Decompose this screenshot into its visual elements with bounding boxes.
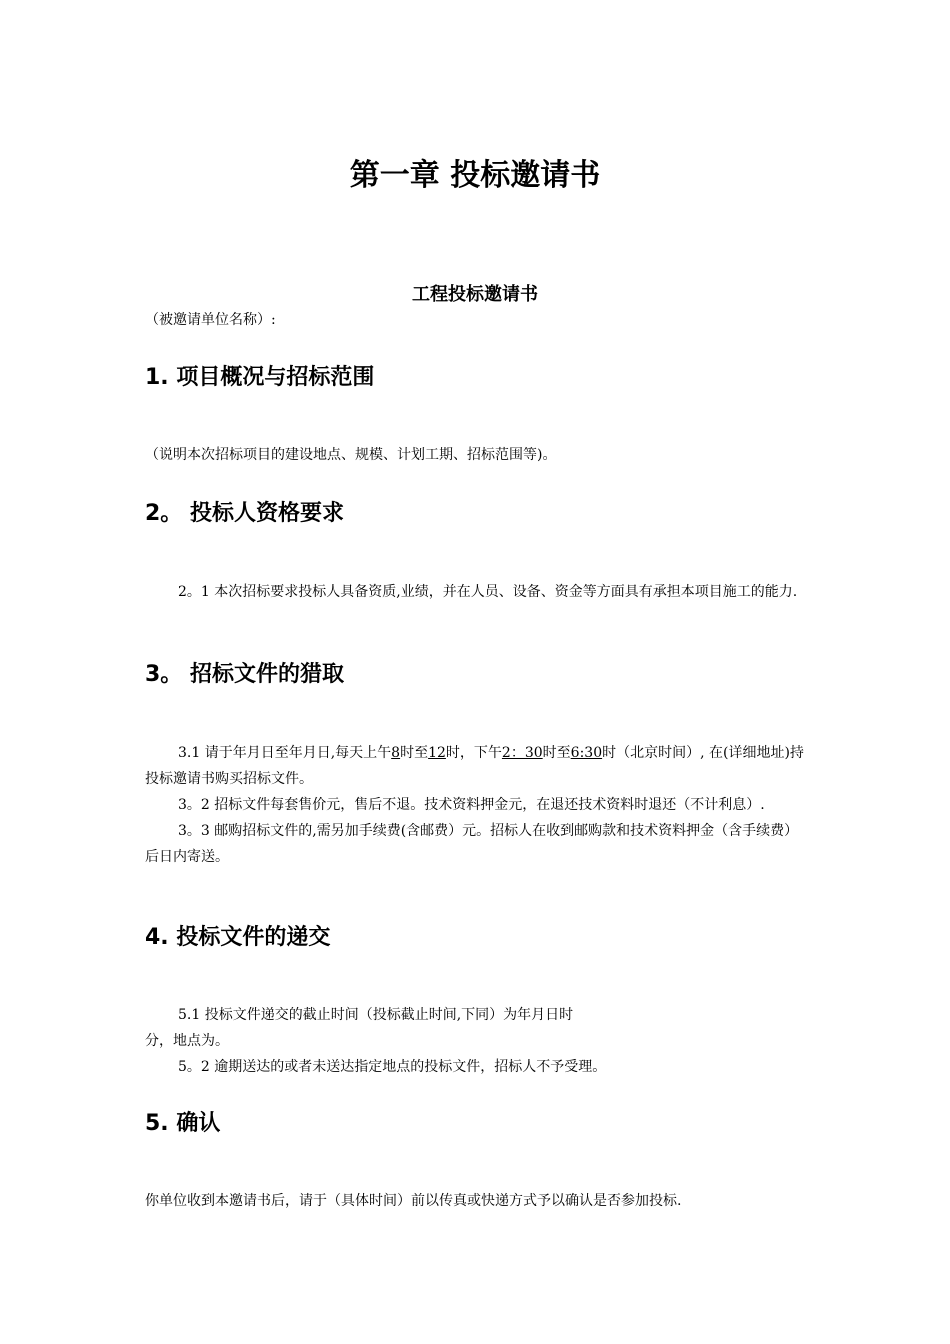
p31-text-post: 时（北京时间）, 在(详细地址)持投标邀请书购买招标文件。 [145, 745, 804, 787]
section-heading-qualification: 2。 投标人资格要求 [145, 501, 344, 526]
section-heading-confirmation: 5. 确认 [145, 1111, 221, 1136]
pm-end-time: 6:30 [570, 745, 603, 761]
paragraph-5-1-line1: 5.1 投标文件递交的截止时间（投标截止时间,下同）为年月日时 [178, 1007, 574, 1023]
paragraph-3-3: 3。3 邮购招标文件的,需另加手续费(含邮费）元。招标人在收到邮购款和技术资料押金（含手续费）后日内寄送。 [145, 823, 799, 865]
section-body-project-overview [145, 442, 810, 468]
section-body-qualification [145, 579, 810, 605]
paragraph-3-2: 3。2 招标文件每套售价元，售后不退。技术资料押金元，在退还技术资料时退还（不计利息）. [178, 797, 765, 813]
am-end-time: 12 [428, 745, 446, 761]
paragraph: 2。1 本次招标要求投标人具备资质,业绩，并在人员、设备、资金等方面具有承担本项目施工的能力. [178, 584, 798, 600]
chapter-title: 第一章 投标邀请书 [349, 158, 601, 193]
section-heading-tender-documents: 3。 招标文件的猎取 [145, 662, 344, 687]
document-title: 工程投标邀请书 [412, 284, 538, 305]
section-heading-project-overview: 1. 项目概况与招标范围 [145, 365, 375, 390]
section-body-submission [145, 1002, 810, 1080]
paragraph-5-2: 5。2 逾期送达的或者未送达指定地点的投标文件，招标人不予受理。 [178, 1059, 607, 1075]
section-body-confirmation [145, 1188, 810, 1214]
paragraph-3-1 [145, 740, 810, 792]
pm-start-time: 2：30 [501, 745, 543, 761]
invitee-line: （被邀请单位名称）: [145, 312, 276, 328]
section-body-tender-documents [145, 740, 810, 870]
p31-text-mid2: 时，下午 [445, 745, 502, 761]
paragraph: 你单位收到本邀请书后，请于（具体时间）前以传真或快递方式予以确认是否参加投标. [145, 1193, 682, 1209]
p31-text-mid3: 时至 [542, 745, 571, 761]
p31-text-pre: 3.1 请于年月日至年月日,每天上午 [178, 745, 392, 761]
paragraph: （说明本次招标项目的建设地点、规模、计划工期、招标范围等)。 [145, 447, 557, 463]
p31-text-mid1: 时至 [400, 745, 429, 761]
am-start-time: 8 [391, 745, 401, 761]
paragraph-5-1-line2: 分，地点为。 [145, 1033, 229, 1049]
section-heading-submission: 4. 投标文件的递交 [145, 925, 331, 950]
